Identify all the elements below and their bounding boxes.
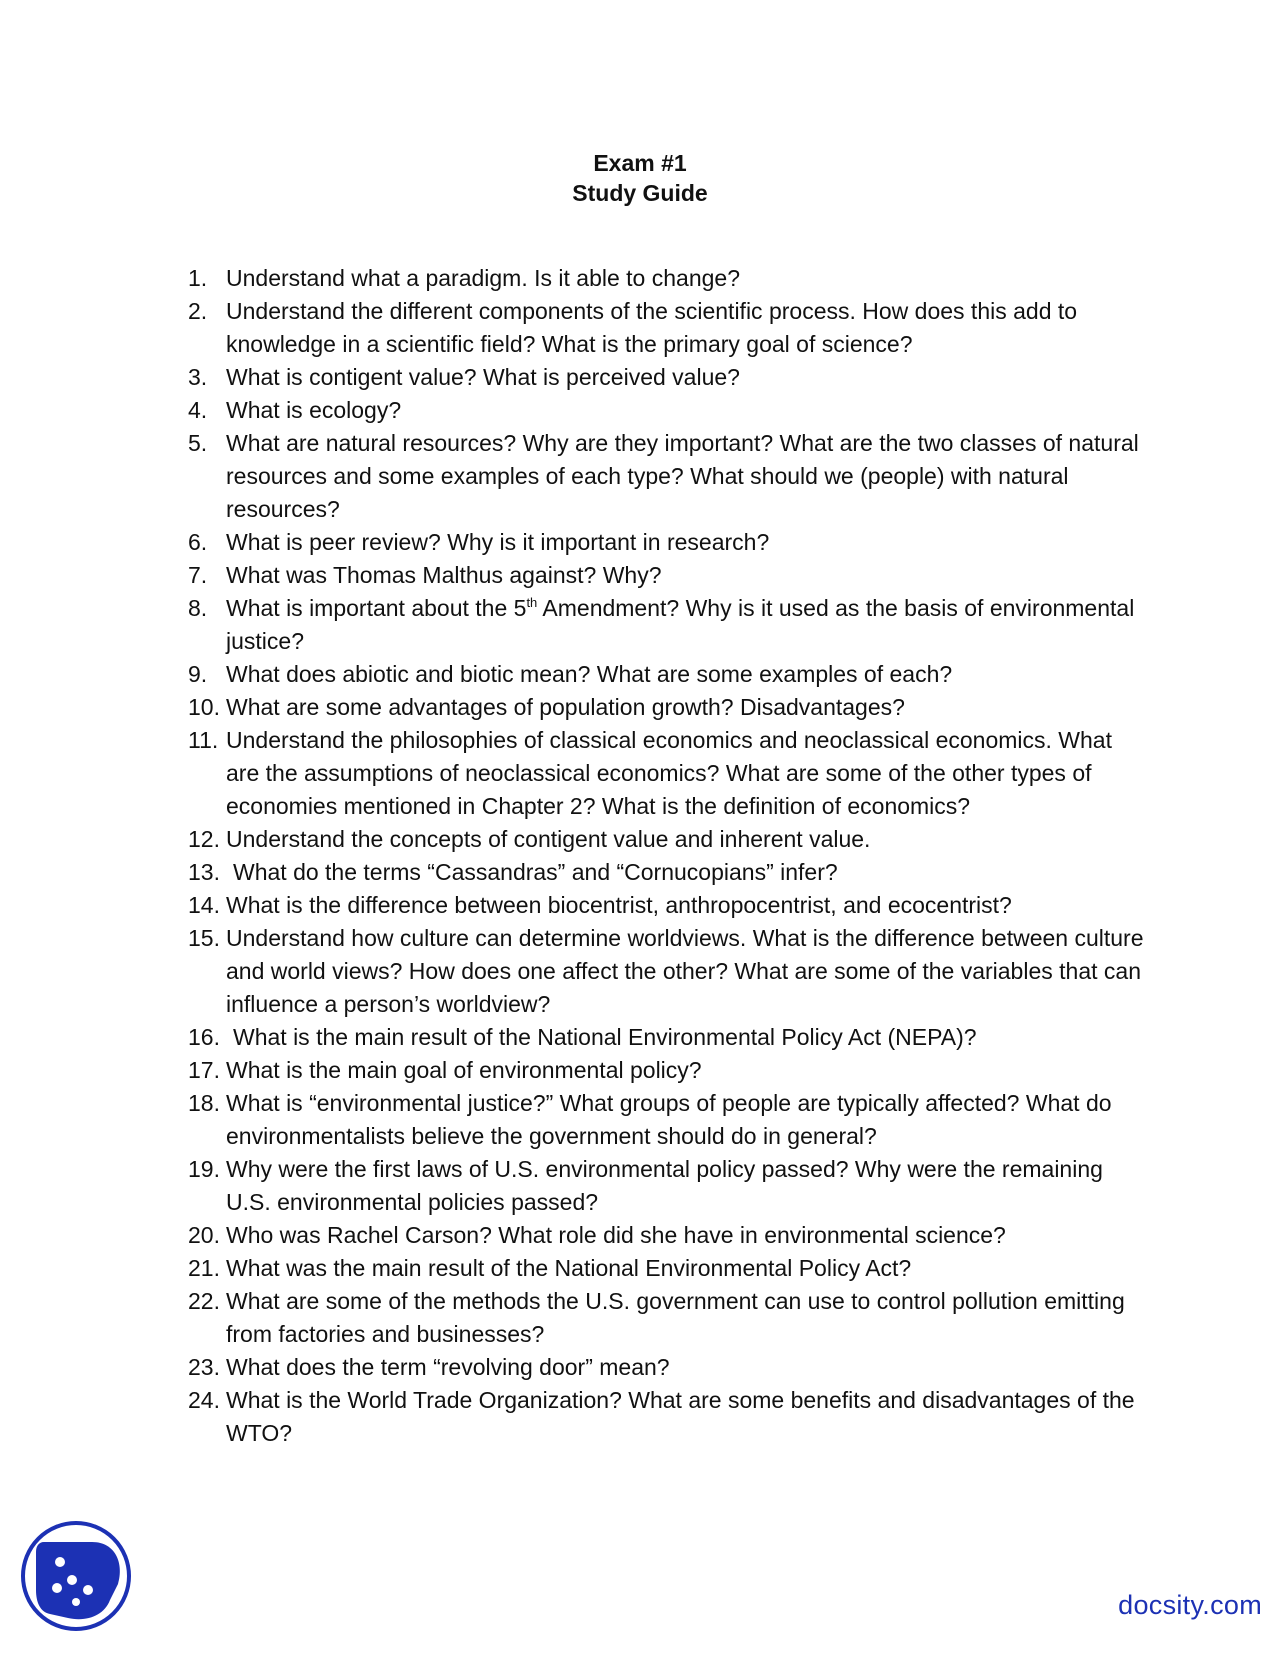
docsity-logo-icon[interactable] bbox=[20, 1520, 132, 1632]
list-item bbox=[188, 658, 1148, 691]
item-text: What is the World Trade Organization? What are some benefits and disadvantages of the WTO? bbox=[226, 1387, 1135, 1446]
item-number: 20. bbox=[188, 1222, 220, 1248]
item-text bbox=[226, 592, 1148, 658]
item-text-after: Amendment? Why is it used as the basis of environmental justice? bbox=[226, 595, 1135, 654]
list-item bbox=[188, 1087, 1148, 1153]
list-item bbox=[188, 361, 1148, 394]
list-item bbox=[188, 394, 1148, 427]
list-item bbox=[188, 1054, 1148, 1087]
item-number: 11. bbox=[188, 727, 219, 753]
item-text: What are some advantages of population growth? Disadvantages? bbox=[226, 694, 905, 720]
question-list bbox=[188, 262, 1148, 1450]
item-text: Who was Rachel Carson? What role did she have in environmental science? bbox=[226, 1222, 1006, 1248]
item-number: 3. bbox=[188, 364, 208, 390]
item-text: Understand how culture can determine worldviews. What is the difference between culture and world views? How does one affect the other? What are some of the variables that can influence a person’s worldview? bbox=[226, 925, 1144, 1017]
list-item bbox=[188, 724, 1148, 823]
item-text: What do the terms “Cassandras” and “Cornucopians” infer? bbox=[233, 859, 838, 885]
list-item bbox=[188, 1252, 1148, 1285]
item-number: 19. bbox=[188, 1156, 220, 1182]
item-number: 6. bbox=[188, 529, 208, 555]
list-item bbox=[188, 856, 1148, 889]
item-text: Understand the concepts of contigent value and inherent value. bbox=[226, 826, 871, 852]
item-text: What are some of the methods the U.S. government can use to control pollution emitting from factories and businesses? bbox=[226, 1288, 1125, 1347]
logo-graphic bbox=[20, 1520, 132, 1632]
item-number: 15. bbox=[188, 925, 220, 951]
list-item bbox=[188, 295, 1148, 361]
item-number: 2. bbox=[188, 298, 208, 324]
item-text: What is peer review? Why is it important in research? bbox=[226, 529, 770, 555]
item-text: What is contigent value? What is perceived value? bbox=[226, 364, 740, 390]
item-number: 18. bbox=[188, 1090, 220, 1116]
item-number: 22. bbox=[188, 1288, 220, 1314]
item-number: 5. bbox=[188, 430, 208, 456]
title-line-study-guide: Study Guide bbox=[572, 180, 708, 206]
item-text-before: What is important about the 5 bbox=[226, 595, 527, 621]
item-number: 1. bbox=[188, 265, 208, 291]
item-text: What are natural resources? Why are they important? What are the two classes of natural resources and some examples of each type? What should we (people) with natural resources? bbox=[226, 430, 1139, 522]
list-item bbox=[188, 889, 1148, 922]
list-item bbox=[188, 1384, 1148, 1450]
item-number: 12. bbox=[188, 826, 220, 852]
list-item bbox=[188, 1285, 1148, 1351]
ordinal-superscript: th bbox=[526, 595, 538, 610]
item-number: 23. bbox=[188, 1354, 220, 1380]
list-item bbox=[188, 1351, 1148, 1384]
item-number: 13. bbox=[188, 859, 220, 885]
item-number: 14. bbox=[188, 892, 220, 918]
item-text: Why were the first laws of U.S. environmental policy passed? Why were the remaining U.S. environmental policies passed? bbox=[226, 1156, 1103, 1215]
item-text: What is the difference between biocentrist, anthropocentrist, and ecocentrist? bbox=[226, 892, 1012, 918]
list-item bbox=[188, 1153, 1148, 1219]
item-text: What is the main result of the National Environmental Policy Act (NEPA)? bbox=[233, 1024, 977, 1050]
item-number: 4. bbox=[188, 397, 208, 423]
item-text: What was the main result of the National Environmental Policy Act? bbox=[226, 1255, 912, 1281]
item-text: Understand what a paradigm. Is it able to change? bbox=[226, 265, 740, 291]
list-item bbox=[188, 262, 1148, 295]
list-item bbox=[188, 1021, 1148, 1054]
list-item bbox=[188, 592, 1148, 658]
item-text: What is “environmental justice?” What groups of people are typically affected? What do environmentalists believe the government should do in general? bbox=[226, 1090, 1112, 1149]
item-number: 16. bbox=[188, 1024, 220, 1050]
item-text: What does the term “revolving door” mean? bbox=[226, 1354, 670, 1380]
item-number: 21. bbox=[188, 1255, 220, 1281]
item-number: 9. bbox=[188, 661, 208, 687]
item-text: Understand the philosophies of classical economics and neoclassical economics. What are the assumptions of neoclassical economics? What are some of the other types of economies mentioned in Chapter 2? What is the definition of economics? bbox=[226, 727, 1112, 819]
list-item bbox=[188, 823, 1148, 856]
list-item bbox=[188, 427, 1148, 526]
item-text: What is ecology? bbox=[226, 397, 402, 423]
list-item bbox=[188, 691, 1148, 724]
document-title bbox=[0, 148, 1280, 208]
item-number: 8. bbox=[188, 595, 208, 621]
item-text: What was Thomas Malthus against? Why? bbox=[226, 562, 662, 588]
item-number: 17. bbox=[188, 1057, 220, 1083]
docsity-brand-link[interactable]: docsity.com bbox=[1118, 1590, 1262, 1620]
item-number: 10. bbox=[188, 694, 220, 720]
list-item bbox=[188, 922, 1148, 1021]
item-number: 7. bbox=[188, 562, 208, 588]
list-item bbox=[188, 1219, 1148, 1252]
item-text: Understand the different components of the scientific process. How does this add to knowledge in a scientific field? What is the primary goal of science? bbox=[226, 298, 1078, 357]
list-item bbox=[188, 526, 1148, 559]
item-text: What does abiotic and biotic mean? What are some examples of each? bbox=[226, 661, 953, 687]
list-item bbox=[188, 559, 1148, 592]
item-number: 24. bbox=[188, 1387, 220, 1413]
title-line-exam: Exam #1 bbox=[593, 150, 687, 176]
item-text: What is the main goal of environmental policy? bbox=[226, 1057, 702, 1083]
